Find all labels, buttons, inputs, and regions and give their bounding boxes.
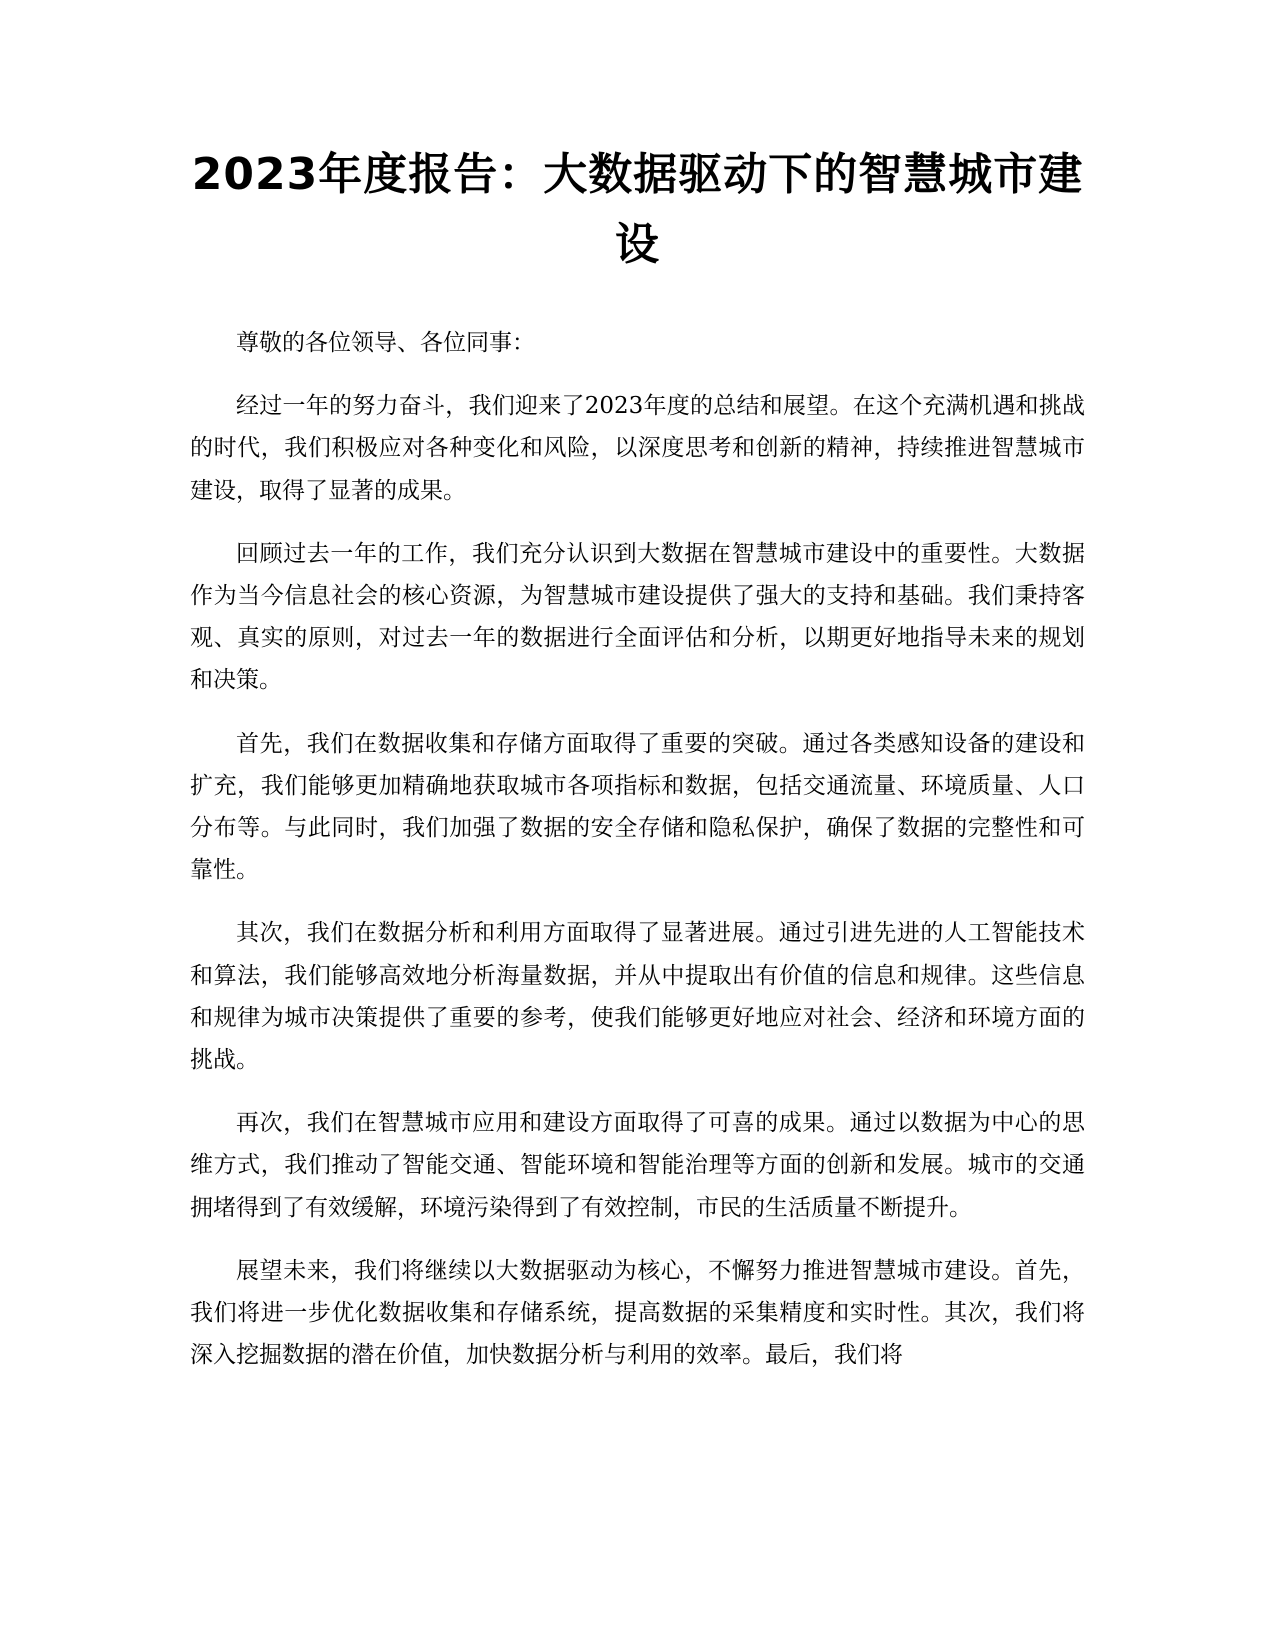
document-body: [190, 322, 1085, 1397]
salutation-paragraph: 尊敬的各位领导、各位同事：: [236, 330, 535, 356]
intro-paragraph: 经过一年的努力奋斗，我们迎来了2023年度的总结和展望。在这个充满机遇和挑战的时代，我们积极应对各种变化和风险，以深度思考和创新的精神，持续推进智慧城市建设，取得了显著的成果。: [190, 393, 1085, 504]
review-paragraph: 回顾过去一年的工作，我们充分认识到大数据在智慧城市建设中的重要性。大数据作为当今信息社会的核心资源，为智慧城市建设提供了强大的支持和基础。我们秉持客观、真实的原则，对过去一年的数据进行全面评估和分析，以期更好地指导未来的规划和决策。: [190, 540, 1085, 694]
data-collection-paragraph: 首先，我们在数据收集和存储方面取得了重要的突破。通过各类感知设备的建设和扩充，我们能够更加精确地获取城市各项指标和数据，包括交通流量、环境质量、人口分布等。与此同时，我们加强了数据的安全存储和隐私保护，确保了数据的完整性和可靠性。: [190, 730, 1085, 884]
data-analysis-paragraph: 其次，我们在数据分析和利用方面取得了显著进展。通过引进先进的人工智能技术和算法，我们能够高效地分析海量数据，并从中提取出有价值的信息和规律。这些信息和规律为城市决策提供了重要的参考，使我们能够更好地应对社会、经济和环境方面的挑战。: [190, 920, 1085, 1074]
document-title: 2023年度报告：大数据驱动下的智慧城市建设: [191, 149, 1084, 270]
outlook-paragraph: 展望未来，我们将继续以大数据驱动为核心，不懈努力推进智慧城市建设。首先，我们将进一步优化数据收集和存储系统，提高数据的采集精度和实时性。其次，我们将深入挖掘数据的潜在价值，加快数据分析与利用的效率。最后，我们将: [190, 1257, 1085, 1369]
smart-city-application-paragraph: 再次，我们在智慧城市应用和建设方面取得了可喜的成果。通过以数据为中心的思维方式，我们推动了智能交通、智能环境和智能治理等方面的创新和发展。城市的交通拥堵得到了有效缓解，环境污染得到了有效控制，市民的生活质量不断提升。: [190, 1110, 1085, 1221]
